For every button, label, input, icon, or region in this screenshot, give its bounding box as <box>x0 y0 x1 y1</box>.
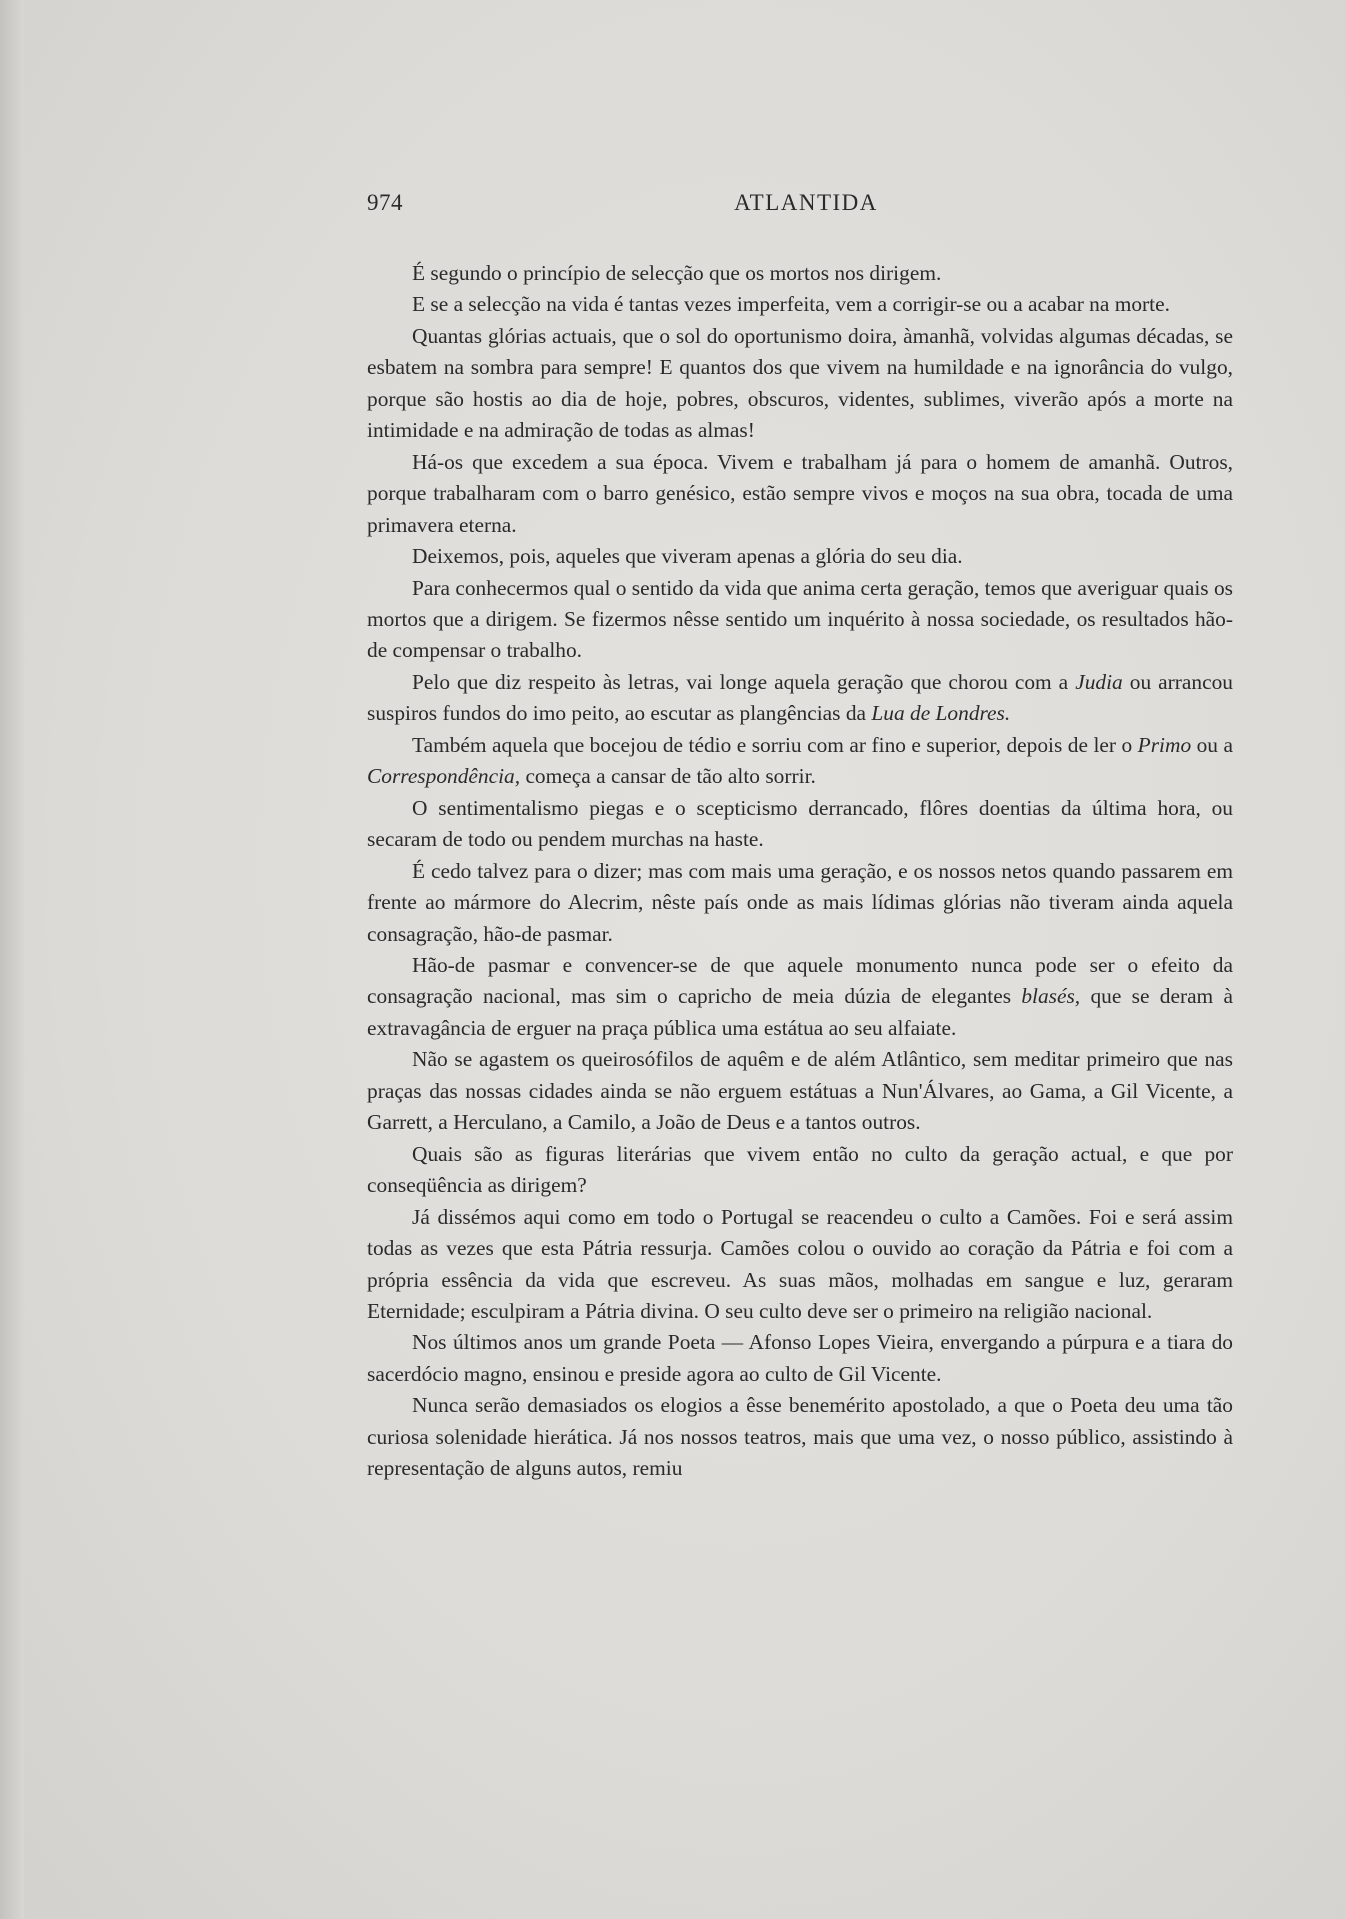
paragraph <box>367 1139 1233 1202</box>
page-header <box>367 190 1245 220</box>
italic-title: Primo <box>1137 732 1192 757</box>
italic-title: Correspondência, <box>367 764 521 789</box>
paragraph <box>367 793 1233 856</box>
paragraph <box>367 289 1233 320</box>
paragraph <box>367 1044 1233 1138</box>
italic-title: Judia <box>1075 669 1123 694</box>
italic-title: Lua de Londres. <box>871 701 1011 726</box>
running-title: ATLANTIDA <box>734 190 878 215</box>
text-run: É cedo talvez para o dizer; mas com mais uma geração, e os nossos netos quando passarem em frente ao mármore do Alecrim, nêste país onde as mais lídimas glórias não tiveram ainda aquela consagração, hão-de pasmar. <box>367 858 1233 946</box>
text-run: começa a cansar de tão alto sorrir. <box>520 764 816 789</box>
paragraph <box>367 1327 1233 1390</box>
text-run: que se deram à extravagância de erguer na praça pública uma estátua ao seu alfaiate. <box>367 984 1233 1040</box>
page-edge-shadow <box>0 0 24 1919</box>
text-run: E se a selecção na vida é tantas vezes imperfeita, vem a corrigir-se ou a acabar na morte. <box>412 292 1170 317</box>
text-run: Também aquela que bocejou de tédio e sorriu com ar fino e superior, depois de ler o <box>412 732 1138 757</box>
text-run: É segundo o princípio de selecção que os mortos nos dirigem. <box>412 261 942 285</box>
paragraph <box>367 1202 1233 1328</box>
text-run: Hão-de pasmar e convencer-se de que aquele monumento nunca pode ser o efeito da consagração nacional, mas sim o capricho de meia dúzia de elegantes <box>367 952 1233 1009</box>
text-run: ou a <box>1191 732 1233 757</box>
paragraph <box>367 667 1233 730</box>
paragraph <box>367 730 1233 793</box>
text-run: Para conhecermos qual o sentido da vida que anima certa geração, temos que averiguar quais os mortos que a dirigem. Se fizermos nêsse sentido um inquérito à nossa sociedade, os resultados hão-de compensar o trabalho. <box>367 575 1233 663</box>
text-run: Já dissémos aqui como em todo o Portugal se reacendeu o culto a Camões. Foi e será assim todas as vezes que esta Pátria ressurja. Camões colou o ouvido ao coração da Pátria e foi com a própria essência da vida que escreveu. As suas mãos, molhadas em sangue e luz, geraram Eternidade; esculpiram a Pátria divina. O seu culto deve ser o primeiro na religião nacional. <box>367 1204 1233 1323</box>
text-run: ou arrancou suspiros fundos do imo peito, ao escutar as plangências da <box>367 669 1233 726</box>
text-run: Há-os que excedem a sua época. Vivem e trabalham já para o homem de amanhã. Outros, porque trabalharam com o barro genésico, estão sempre vivos e moços na sua obra, tocada de uma primavera eterna. <box>367 449 1233 537</box>
text-run: Pelo que diz respeito às letras, vai longe aquela geração que chorou com a <box>412 669 1076 694</box>
paragraph <box>367 950 1233 1044</box>
text-run: Nos últimos anos um grande Poeta — Afonso Lopes Vieira, envergando a púrpura e a tiara do sacerdócio magno, ensinou e preside agora ao culto de Gil Vicente. <box>367 1330 1233 1386</box>
paragraph <box>367 1390 1233 1484</box>
text-run: Quantas glórias actuais, que o sol do oportunismo doira, àmanhã, volvidas algumas décadas, se esbatem na sombra para sempre! E quantos dos que vivem na humildade e na ignorância do vulgo, porque são hostis ao dia de hoje, pobres, obscuros, videntes, sublimes, viverão após a morte na intimidade e na admiração de todas as almas! <box>367 323 1233 443</box>
text-run: Quais são as figuras literárias que vivem então no culto da geração actual, e que por conseqüência as dirigem? <box>367 1141 1233 1198</box>
body-text <box>367 258 1233 1485</box>
paragraph <box>367 856 1233 950</box>
paragraph <box>367 447 1233 541</box>
paragraph <box>367 321 1233 447</box>
paragraph <box>367 258 1233 289</box>
italic-title: blasés, <box>1021 984 1081 1009</box>
paragraph <box>367 573 1233 667</box>
text-run: Deixemos, pois, aqueles que viveram apenas a glória do seu dia. <box>412 544 963 569</box>
text-run: O sentimentalismo piegas e o scepticismo derrancado, flôres doentias da última hora, ou secaram de todo ou pendem murchas na haste. <box>367 795 1233 852</box>
text-run: Não se agastem os queirosófilos de aquêm e de além Atlântico, sem meditar primeiro que nas praças das nossas cidades ainda se não erguem estátuas a Nun'Álvares, ao Gama, a Gil Vicente, a Garrett, a Herculano, a Camilo, a João de Deus e a tantos outros. <box>367 1047 1233 1135</box>
page-number: 974 <box>367 190 403 215</box>
paragraph <box>367 541 1233 572</box>
text-run: Nunca serão demasiados os elogios a êsse benemérito apostolado, a que o Poeta deu uma tão curiosa solenidade hierática. Já nos nossos teatros, mais que uma vez, o nosso público, assistindo à representação de alguns autos, remiu <box>367 1393 1233 1481</box>
